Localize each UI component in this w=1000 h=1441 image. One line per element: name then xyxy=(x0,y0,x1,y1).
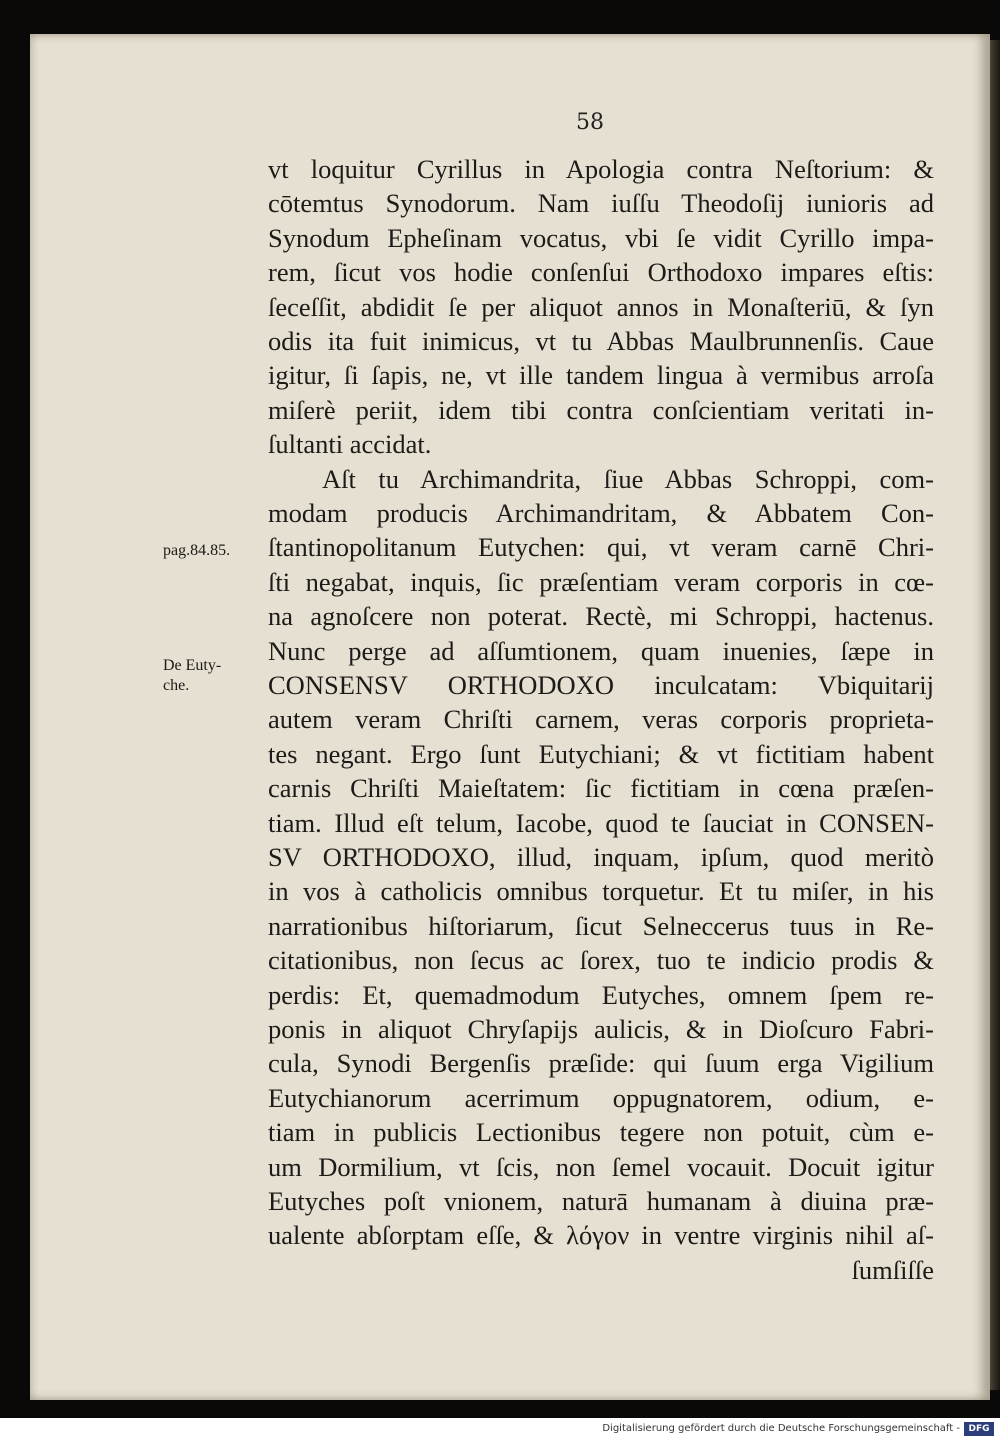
margin-note-de-eutyche-2: che. xyxy=(163,677,190,694)
text-line: ſeceſſit, abdidit ſe per aliquot annos in Monaſteriū, & ſyn xyxy=(268,291,934,322)
text-line: modam producis Archimandritam, & Abbatem Con- xyxy=(268,498,934,528)
text-line: autem veram Chriſti carnem, veras corporis proprieta- xyxy=(268,704,934,735)
text-line: odis ita fuit inimicus, vt tu Abbas Maulbrunnenſis. Caue xyxy=(268,326,934,356)
text-line: Aſt tu Archimandrita, ſiue Abbas Schroppi, com- xyxy=(322,463,934,494)
text-line: igitur, ſi ſapis, ne, vt ille tandem lingua à vermibus arroſa xyxy=(268,360,934,391)
text-line: Nunc perge ad aſſumtionem, quam inuenies, ſæpe in xyxy=(268,635,934,666)
text-line: narrationibus hiſtoriarum, ſicut Selneccerus tuus in Re- xyxy=(268,910,934,941)
text-line: cula, Synodi Bergenſis præſide: qui ſuum erga Vigilium xyxy=(268,1048,934,1079)
dfg-logo: DFG xyxy=(964,1422,994,1436)
text-line: ponis in aliquot Chryſapijs aulicis, & in Dioſcuro Fabri- xyxy=(268,1014,934,1044)
text-line: Eutyches poſt vnionem, naturā humanam à diuina præ- xyxy=(268,1186,934,1216)
text-line: perdis: Et, quemadmodum Eutyches, omnem ſpem re- xyxy=(268,979,934,1010)
text-line: SV ORTHODOXO, illud, inquam, ipſum, quod meritò xyxy=(268,842,934,872)
margin-note-pag: pag.84.85. xyxy=(163,542,231,559)
text-line: ſumſiſſe xyxy=(851,1254,934,1285)
text-line: tes negant. Ergo ſunt Eutychiani; & vt fictitiam habent xyxy=(268,738,934,769)
text-line: um Dormilium, vt ſcis, non ſemel vocauit. Docuit igitur xyxy=(268,1151,934,1182)
text-line: CONSENSV ORTHODOXO inculcatam: Vbiquitarij xyxy=(268,670,934,700)
text-line: vt loquitur Cyrillus in Apologia contra Neſtorium: & xyxy=(268,154,934,184)
text-line: carnis Chriſti Maieſtatem: ſic fictitiam in cœna præſen- xyxy=(268,773,934,804)
footer-credit: Digitalisierung gefördert durch die Deutsche Forschungsgemeinschaft - xyxy=(602,1423,960,1434)
margin-note-de-eutyche-1: De Euty- xyxy=(163,657,222,674)
text-line: na agnoſcere non poterat. Rectè, mi Schroppi, hactenus. xyxy=(268,601,934,632)
text-line: ſultanti accidat. xyxy=(268,429,432,460)
text-line: miſerè periit, idem tibi contra conſcientiam veritati in- xyxy=(268,394,934,425)
text-line: Eutychianorum acerrimum oppugnatorem, odium, e- xyxy=(268,1082,934,1113)
text-line: Synodum Epheſinam vocatus, vbi ſe vidit Cyrillo impa- xyxy=(268,222,934,253)
text-line: citationibus, non ſecus ac ſorex, tuo te indicio prodis & xyxy=(268,945,934,976)
text-line: tiam. Illud eſt telum, Iacobe, quod te ſauciat in CONSEN- xyxy=(268,807,934,838)
text-line: ualente abſorptam eſſe, & λόγον in ventre virginis nihil aſ- xyxy=(268,1220,934,1251)
text-line: ſti negabat, inquis, ſic præſentiam veram corporis in cœ- xyxy=(268,566,934,597)
page-edge xyxy=(990,40,1000,1390)
text-line: in vos à catholicis omnibus torquetur. Et tu miſer, in his xyxy=(268,876,934,907)
text-line: ſtantinopolitanum Eutychen: qui, vt veram carnē Chri- xyxy=(268,532,934,563)
text-line: tiam in publicis Lectionibus tegere non potuit, cùm e- xyxy=(268,1117,934,1148)
page-number: 58 xyxy=(576,110,604,135)
text-line: rem, ſicut vos hodie conſenſui Orthodoxo impares eſtis: xyxy=(268,257,934,288)
text-line: cōtemtus Synodorum. Nam iuſſu Theodoſij iunioris ad xyxy=(268,188,934,219)
